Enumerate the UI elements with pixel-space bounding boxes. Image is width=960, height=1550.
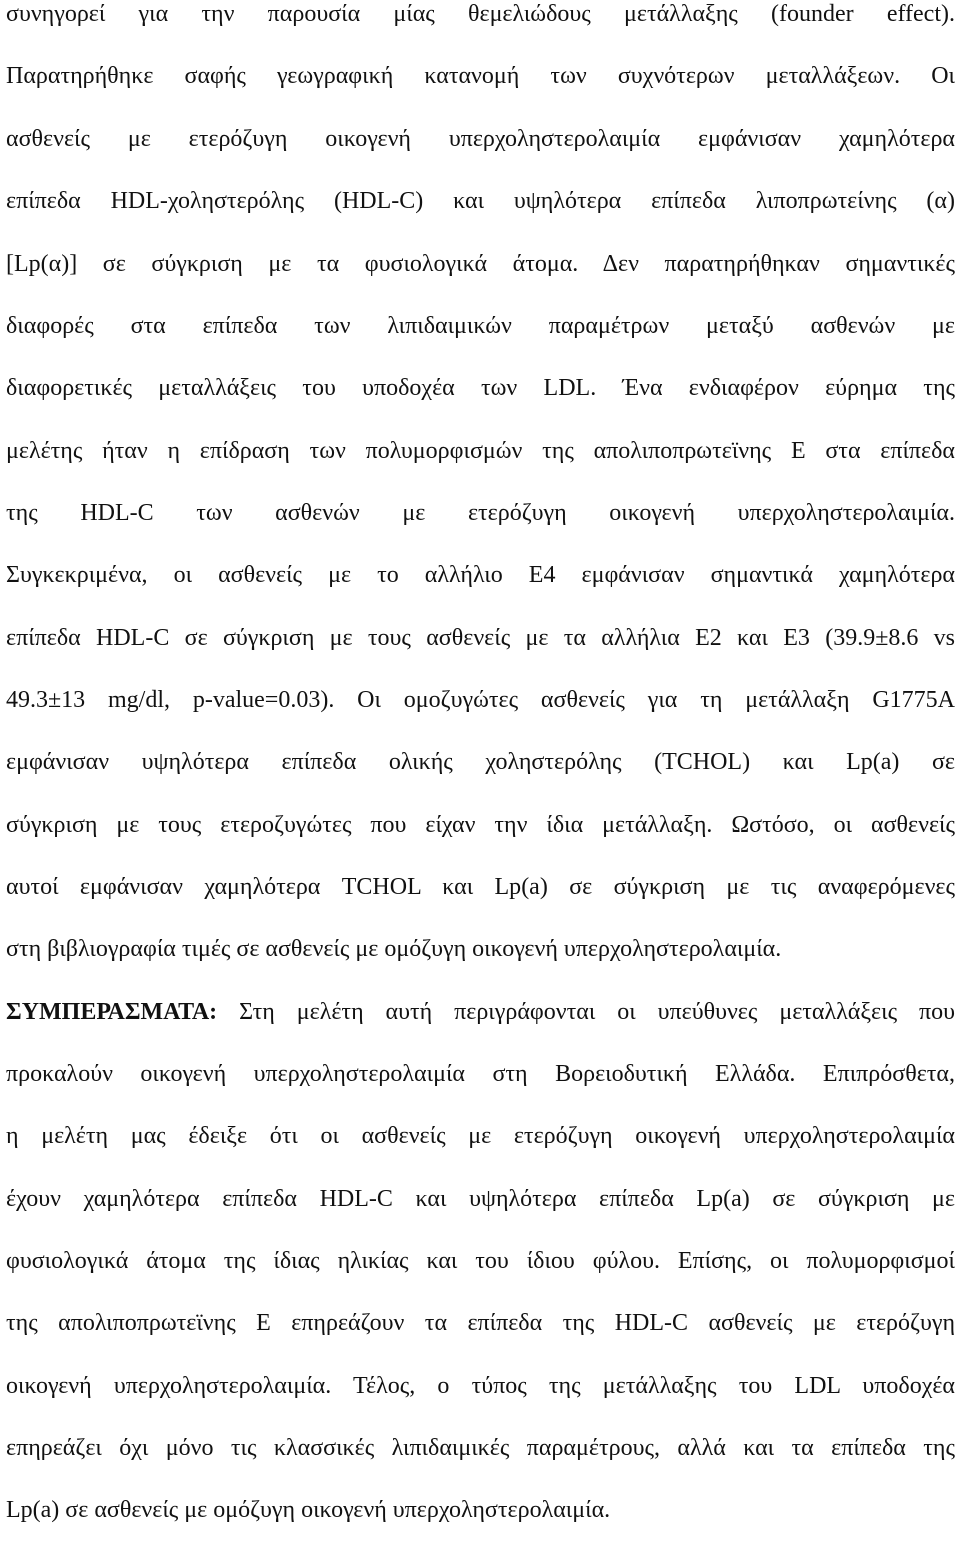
text-line: επηρεάζει όχι μόνο τις κλασσικές λιπιδαιμικές παραμέτρους, αλλά και τα επίπεδα της bbox=[6, 1435, 955, 1461]
conclusions-line bbox=[6, 992, 955, 1032]
text-line: επίπεδα HDL-C σε σύγκριση με τους ασθενείς με τα αλλήλια E2 και E3 (39.9±8.6 vs bbox=[6, 625, 955, 651]
text-line: φυσιολογικά άτομα της ίδιας ηλικίας και του ίδιου φύλου. Επίσης, οι πολυμορφισμοί bbox=[6, 1248, 955, 1274]
text-line: ασθενείς με ετερόζυγη οικογενή υπερχοληστερολαιμία εμφάνισαν χαμηλότερα bbox=[6, 126, 955, 152]
text-line: προκαλούν οικογενή υπερχοληστερολαιμία στη Βορειοδυτική Ελλάδα. Επιπρόσθετα, bbox=[6, 1061, 955, 1087]
text-line: επίπεδα HDL-χοληστερόλης (HDL-C) και υψηλότερα επίπεδα λιποπρωτείνης (α) bbox=[6, 188, 955, 214]
text-line: σύγκριση με τους ετεροζυγώτες που είχαν την ίδια μετάλλαξη. Ωστόσο, οι ασθενείς bbox=[6, 812, 955, 838]
conclusions-heading: ΣΥΜΠΕΡΑΣΜΑΤΑ: bbox=[6, 999, 218, 1025]
text-line: διαφορές στα επίπεδα των λιπιδαιμικών παραμέτρων μεταξύ ασθενών με bbox=[6, 313, 955, 339]
text-line: στη βιβλιογραφία τιμές σε ασθενείς με ομόζυγη οικογενή υπερχοληστερολαιμία. bbox=[6, 936, 782, 962]
text-line: Lp(a) σε ασθενείς με ομόζυγη οικογενή υπερχοληστερολαιμία. bbox=[6, 1497, 611, 1523]
text-line: αυτοί εμφάνισαν χαμηλότερα TCHOL και Lp(a) σε σύγκριση με τις αναφερόμενες bbox=[6, 874, 955, 900]
text-line: Παρατηρήθηκε σαφής γεωγραφική κατανομή των συχνότερων μεταλλάξεων. Οι bbox=[6, 63, 955, 89]
text-line: 49.3±13 mg/dl, p-value=0.03). Οι ομοζυγώτες ασθενείς για τη μετάλλαξη G1775A bbox=[6, 687, 955, 713]
text-line: συνηγορεί για την παρουσία μίας θεμελιώδους μετάλλαξης (founder effect). bbox=[6, 1, 955, 27]
text-line: της HDL-C των ασθενών με ετερόζυγη οικογενή υπερχοληστερολαιμία. bbox=[6, 500, 955, 526]
text-line: μελέτης ήταν η επίδραση των πολυμορφισμών της απολιποπρωτεϊνης E στα επίπεδα bbox=[6, 438, 955, 464]
text-line: έχουν χαμηλότερα επίπεδα HDL-C και υψηλότερα επίπεδα Lp(a) σε σύγκριση με bbox=[6, 1186, 955, 1212]
text-line: η μελέτη μας έδειξε ότι οι ασθενείς με ετερόζυγη οικογενή υπερχοληστερολαιμία bbox=[6, 1123, 955, 1149]
text-line: Συγκεκριμένα, οι ασθενείς με το αλλήλιο E4 εμφάνισαν σημαντικά χαμηλότερα bbox=[6, 562, 955, 588]
text-line: της απολιποπρωτεϊνης E επηρεάζουν τα επίπεδα της HDL-C ασθενείς με ετερόζυγη bbox=[6, 1310, 955, 1336]
text-line: εμφάνισαν υψηλότερα επίπεδα ολικής χοληστερόλης (TCHOL) και Lp(a) σε bbox=[6, 749, 955, 775]
conclusions-text: Στη μελέτη αυτή περιγράφονται οι υπεύθυνες μεταλλάξεις που bbox=[239, 999, 955, 1025]
text-line: διαφορετικές μεταλλάξεις του υποδοχέα των LDL. Ένα ενδιαφέρον εύρημα της bbox=[6, 375, 955, 401]
text-line: [Lp(α)] σε σύγκριση με τα φυσιολογικά άτομα. Δεν παρατηρήθηκαν σημαντικές bbox=[6, 251, 955, 277]
text-line: οικογενή υπερχοληστερολαιμία. Τέλος, ο τύπος της μετάλλαξης του LDL υποδοχέα bbox=[6, 1373, 955, 1399]
